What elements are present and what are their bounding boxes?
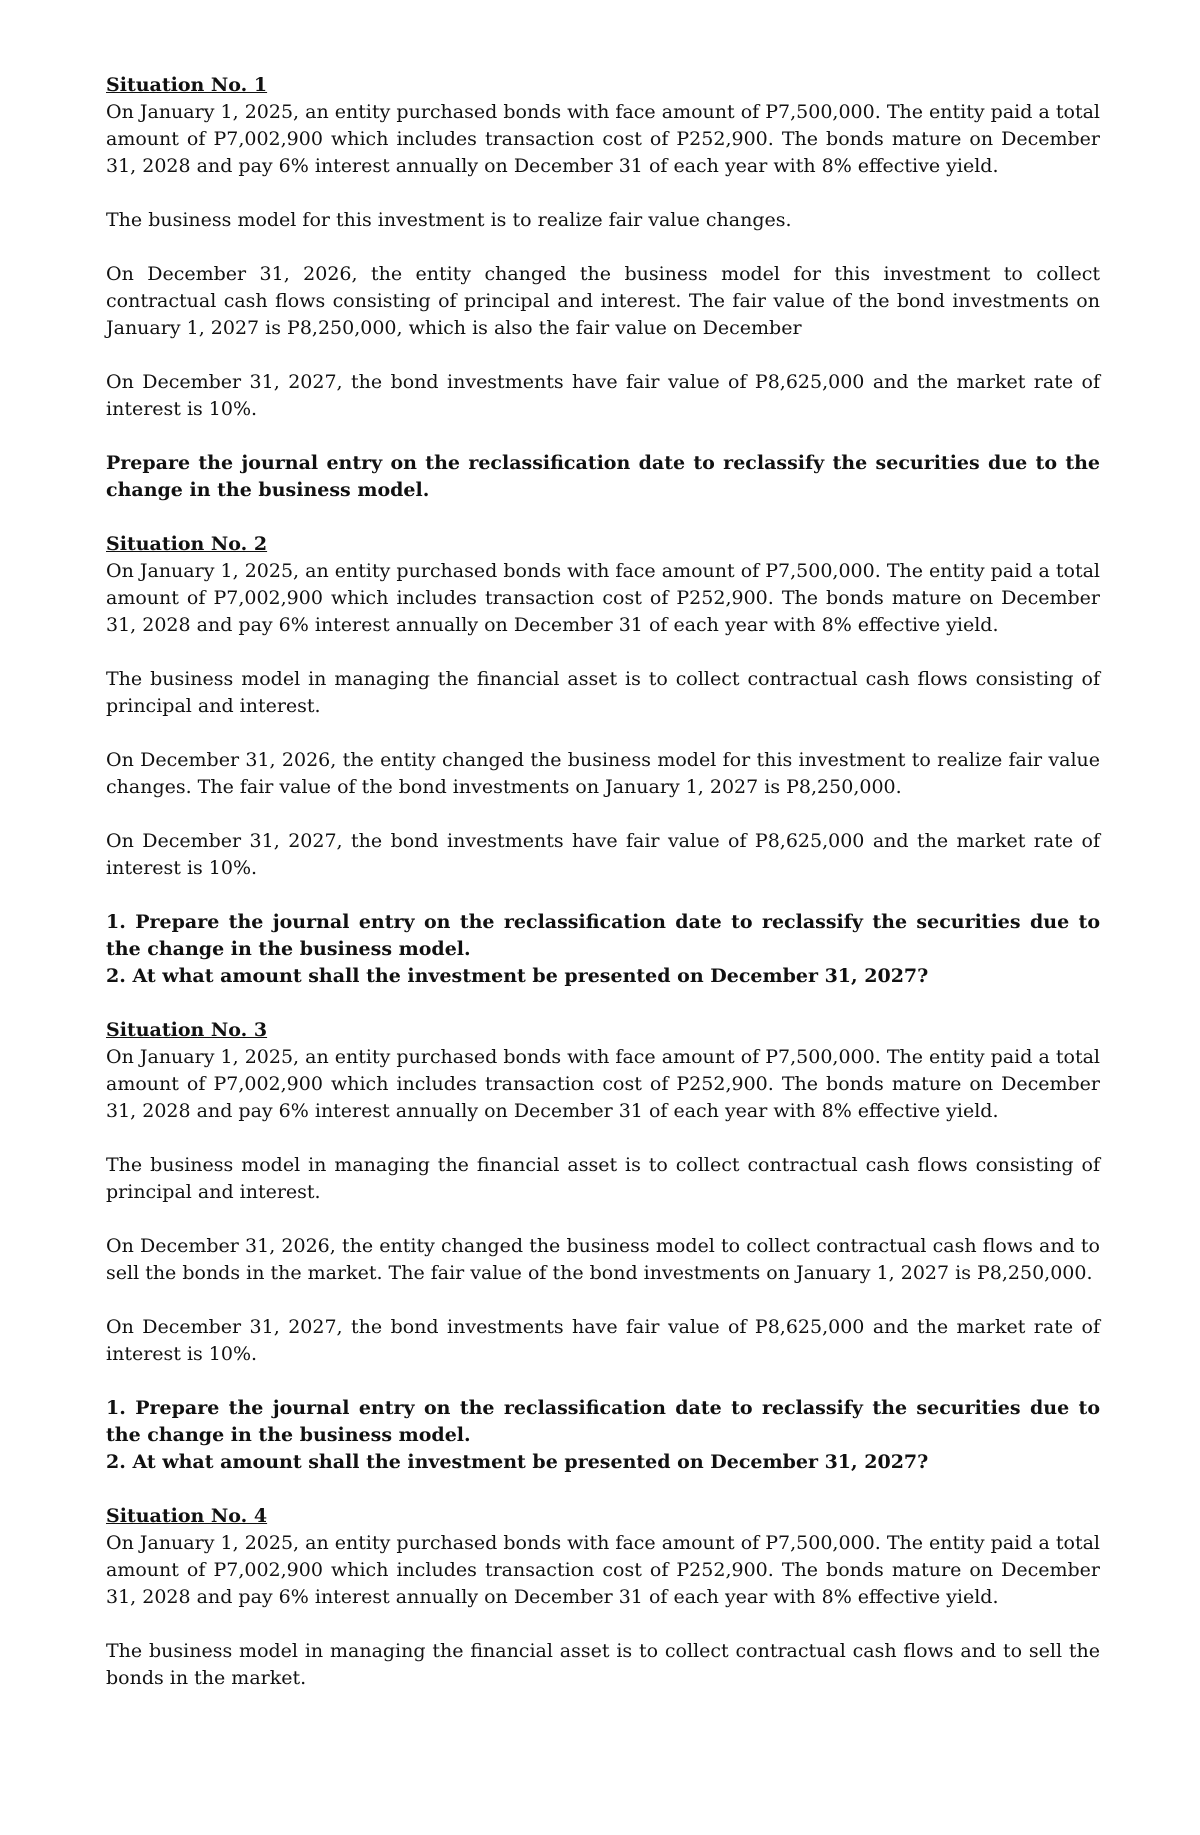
- situation-paragraph: On December 31, 2027, the bond investments have fair value of P8,625,000 and the market rate of interest is 10%.: [106, 371, 1100, 420]
- situation-paragraph: On January 1, 2025, an entity purchased bonds with face amount of P7,500,000. The entity paid a total amount of P7,002,900 which includes transaction cost of P252,900. The bonds mature on December 31, 2028 and pay 6% interest annually on December 31 of each year with 8% effective yield.: [106, 1046, 1100, 1122]
- situation-1: [106, 72, 1100, 504]
- situation-paragraph: On December 31, 2027, the bond investments have fair value of P8,625,000 and the market rate of interest is 10%.: [106, 830, 1100, 879]
- task-list: [106, 450, 1100, 504]
- situation-title: Situation No. 1: [106, 74, 268, 96]
- situation-paragraph: On January 1, 2025, an entity purchased bonds with face amount of P7,500,000. The entity paid a total amount of P7,002,900 which includes transaction cost of P252,900. The bonds mature on December 31, 2028 and pay 6% interest annually on December 31 of each year with 8% effective yield.: [106, 1532, 1100, 1608]
- situation-paragraph: On December 31, 2026, the entity changed the business model for this investment to realize fair value changes. The fair value of the bond investments on January 1, 2027 is P8,250,000.: [106, 749, 1100, 798]
- situation-title: Situation No. 4: [106, 1505, 268, 1527]
- situation-title: Situation No. 2: [106, 533, 268, 555]
- situation-paragraph: On January 1, 2025, an entity purchased bonds with face amount of P7,500,000. The entity paid a total amount of P7,002,900 which includes transaction cost of P252,900. The bonds mature on December 31, 2028 and pay 6% interest annually on December 31 of each year with 8% effective yield.: [106, 101, 1100, 177]
- task-question: Prepare the journal entry on the reclassification date to reclassify the securities due to the change in the business model.: [106, 452, 1100, 501]
- situation-paragraph: On December 31, 2026, the entity changed the business model to collect contractual cash flows and to sell the bonds in the market. The fair value of the bond investments on January 1, 2027 is P8,250,000.: [106, 1235, 1100, 1284]
- situation-paragraph: On January 1, 2025, an entity purchased bonds with face amount of P7,500,000. The entity paid a total amount of P7,002,900 which includes transaction cost of P252,900. The bonds mature on December 31, 2028 and pay 6% interest annually on December 31 of each year with 8% effective yield.: [106, 560, 1100, 636]
- situation-paragraph: The business model in managing the financial asset is to collect contractual cash flows consisting of principal and interest.: [106, 668, 1100, 717]
- situation-title: Situation No. 3: [106, 1019, 268, 1041]
- task-question: 2. At what amount shall the investment be presented on December 31, 2027?: [106, 1451, 929, 1473]
- situation-paragraph: On December 31, 2026, the entity changed the business model for this investment to collect contractual cash flows consisting of principal and interest. The fair value of the bond investments on January 1, 2027 is P8,250,000, which is also the fair value on December: [106, 263, 1100, 339]
- situation-3: [106, 1017, 1100, 1476]
- situation-paragraph: The business model for this investment is to realize fair value changes.: [106, 209, 792, 231]
- task-question: 1. Prepare the journal entry on the reclassification date to reclassify the securities due to the change in the business model.: [106, 1397, 1100, 1446]
- situation-paragraph: The business model in managing the financial asset is to collect contractual cash flows consisting of principal and interest.: [106, 1154, 1100, 1203]
- situation-paragraph: On December 31, 2027, the bond investments have fair value of P8,625,000 and the market rate of interest is 10%.: [106, 1316, 1100, 1365]
- situation-paragraph: The business model in managing the financial asset is to collect contractual cash flows and to sell the bonds in the market.: [106, 1640, 1100, 1689]
- task-question: 2. At what amount shall the investment be presented on December 31, 2027?: [106, 965, 929, 987]
- task-question: 1. Prepare the journal entry on the reclassification date to reclassify the securities due to the change in the business model.: [106, 911, 1100, 960]
- situation-4: [106, 1503, 1100, 1692]
- situation-2: [106, 531, 1100, 990]
- document-page: [106, 72, 1100, 1719]
- task-list: [106, 909, 1100, 990]
- task-list: [106, 1395, 1100, 1476]
